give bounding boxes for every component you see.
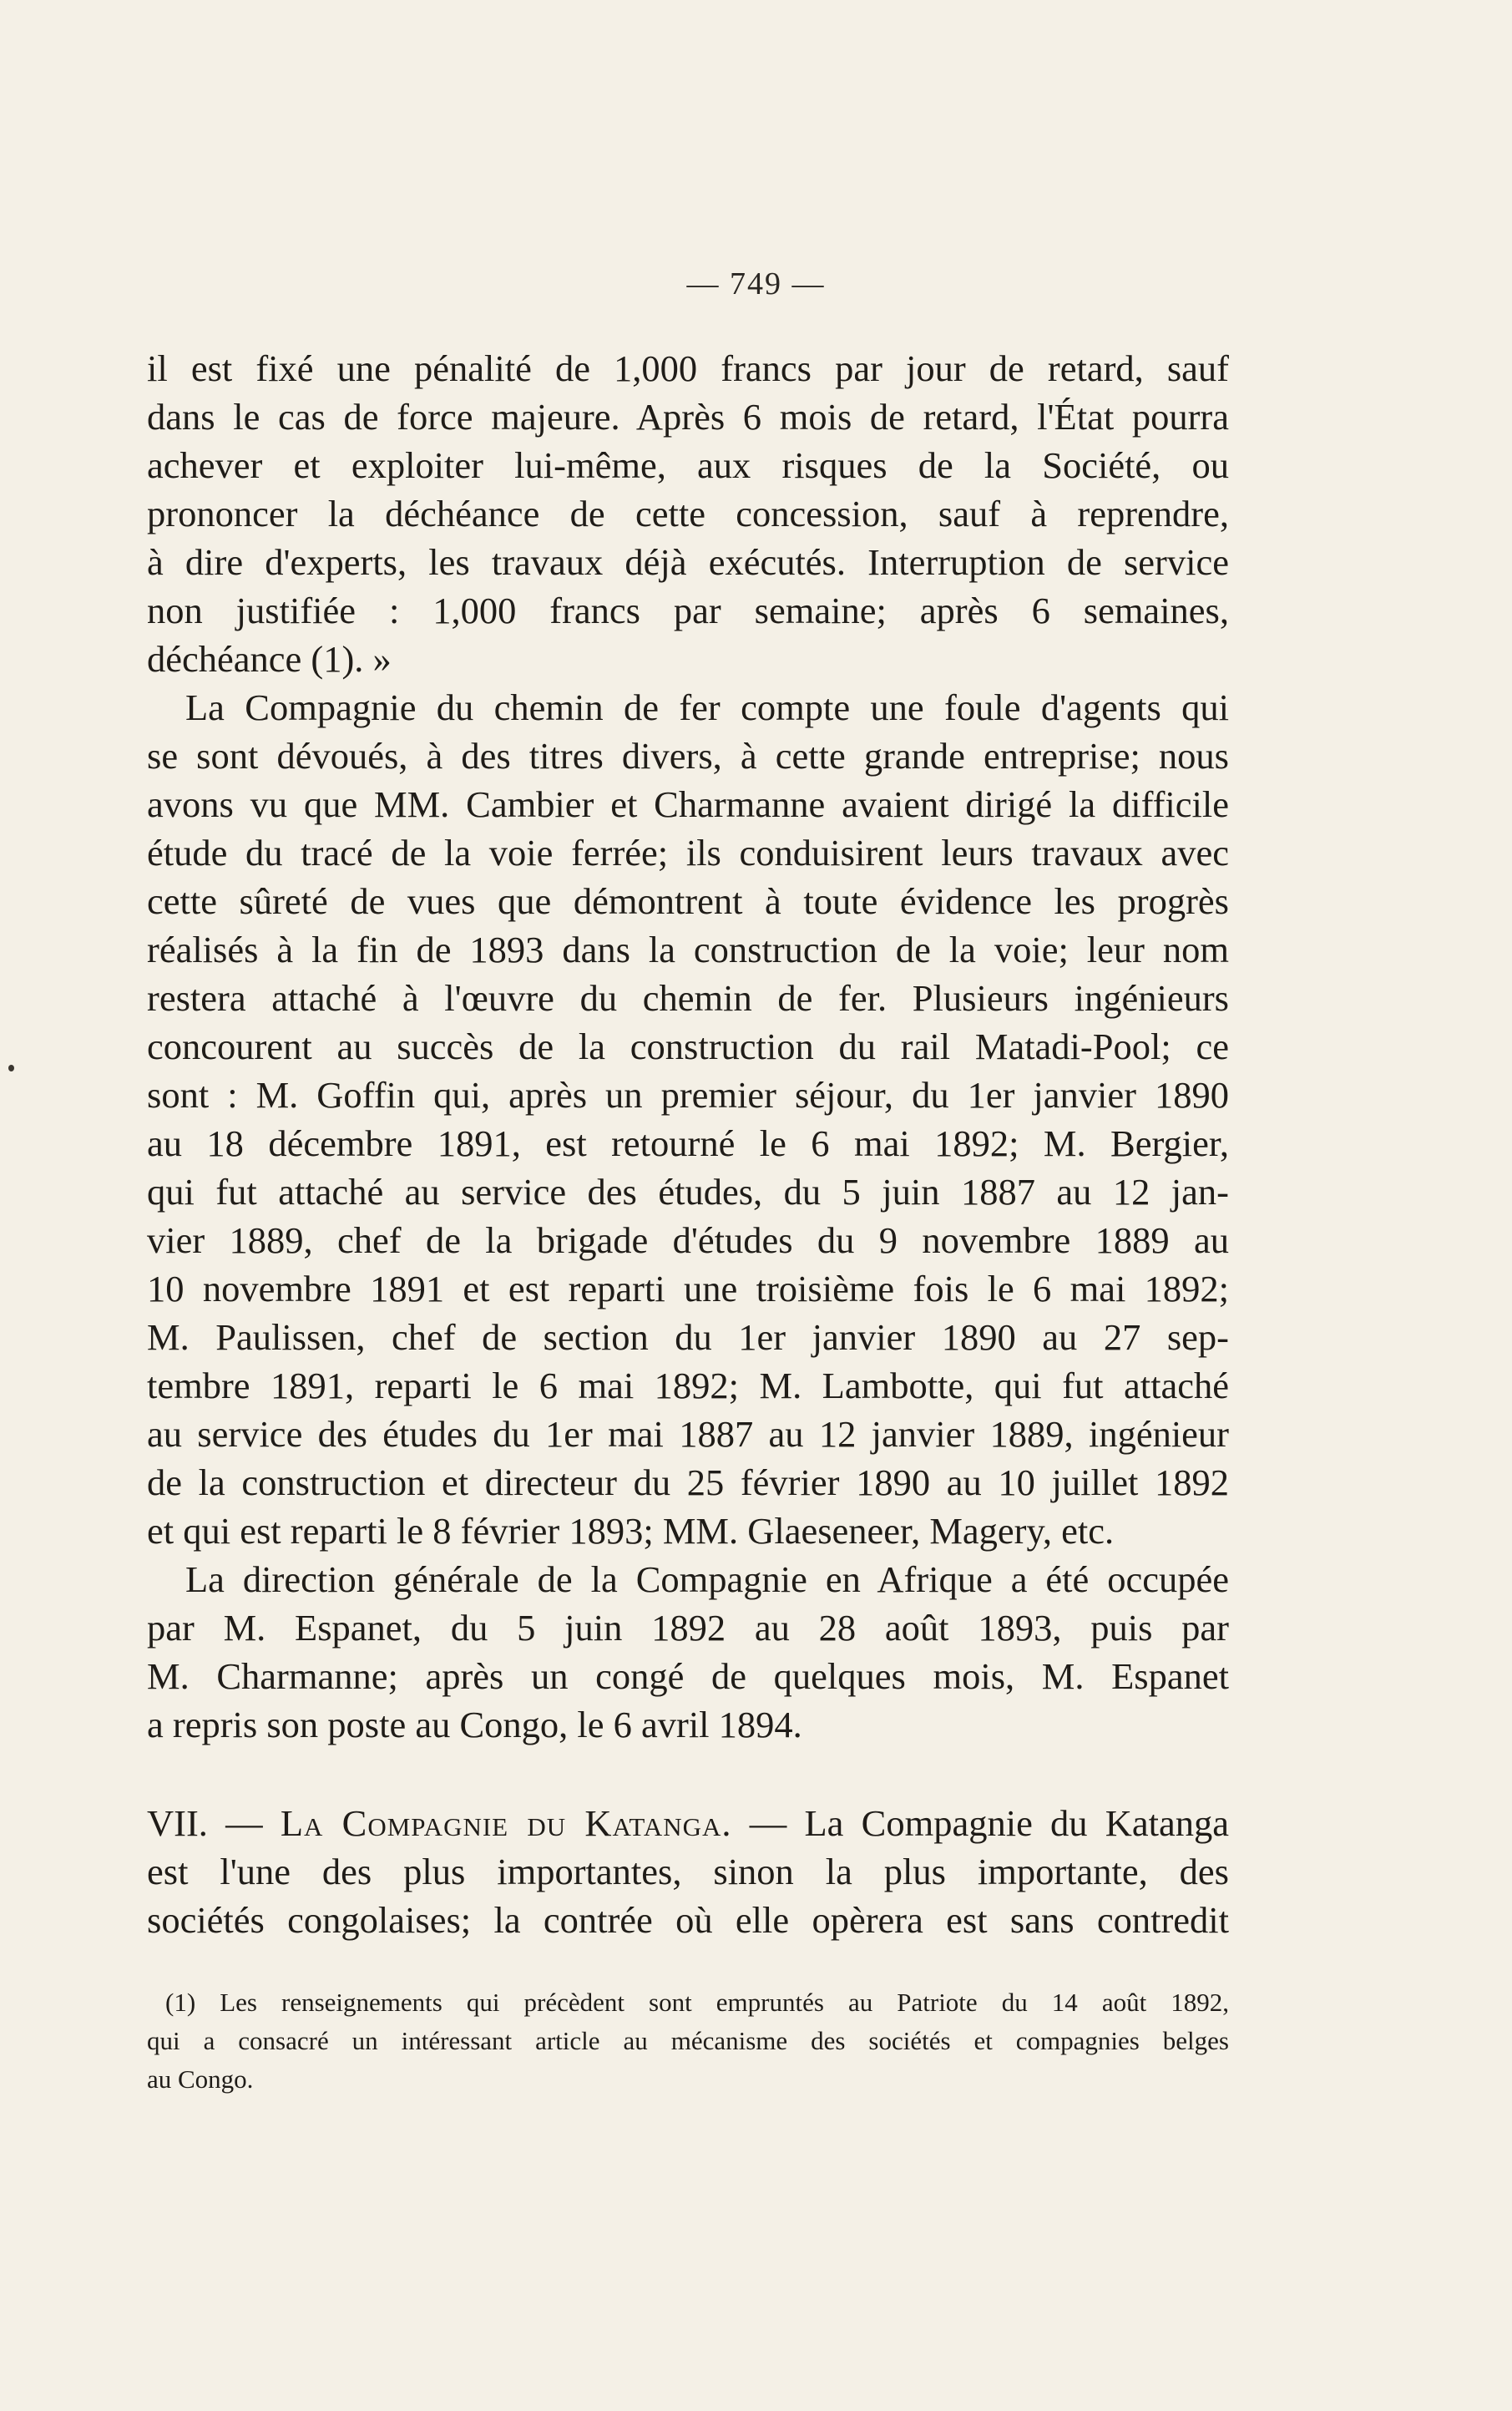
text-line: au service des études du 1er mai 1887 au 12 janvier 1889, ingénieur [147,1413,1229,1455]
text-line: déchéance (1). » [147,638,392,680]
section-spacer [147,1749,1229,1799]
text-line: dans le cas de force majeure. Après 6 mois de retard, l'État pourra [147,396,1229,438]
section-heading-line [147,1799,1229,1847]
text-line: restera attaché à l'œuvre du chemin de fer. Plusieurs ingénieurs [147,977,1229,1019]
text-line: vier 1889, chef de la brigade d'études du 9 novembre 1889 au [147,1219,1229,1261]
footnote-line: qui a consacré un intéressant article au mécanisme des sociétés et compagnies belges [147,2026,1229,2055]
text-line: M. Charmanne; après un congé de quelques mois, M. Espanet [147,1655,1229,1697]
text-line: La direction générale de la Compagnie en Afrique a été occupée [185,1558,1229,1600]
footnote-line: au Congo. [147,2064,254,2094]
text-line: non justifiée : 1,000 francs par semaine; après 6 semaines, [147,590,1229,631]
text-line: qui fut attaché au service des études, du 5 juin 1887 au 12 jan- [147,1171,1229,1213]
text-line: au 18 décembre 1891, est retourné le 6 mai 1892; M. Bergier, [147,1122,1229,1164]
footnote-line: (1) Les renseignements qui précèdent sont empruntés au Patriote du 14 août 1892, [165,1988,1229,2017]
section-number: VII. — [147,1802,263,1844]
text-line: 10 novembre 1891 et est reparti une troisième fois le 6 mai 1892; [147,1268,1229,1309]
text-line: prononcer la déchéance de cette concession, sauf à reprendre, [147,493,1229,534]
footnote [147,1983,1229,2099]
text-line: achever et exploiter lui-même, aux risques de la Société, ou [147,444,1229,486]
text-line: il est fixé une pénalité de 1,000 francs par jour de retard, sauf [147,347,1229,389]
section-lead: — La Compagnie du Katanga [749,1802,1229,1844]
text-line: et qui est reparti le 8 février 1893; MM. Glaeseneer, Magery, etc. [147,1510,1115,1552]
text-line: réalisés à la fin de 1893 dans la construction de la voie; leur nom [147,929,1229,970]
text-line: tembre 1891, reparti le 6 mai 1892; M. Lambotte, qui fut attaché [147,1365,1229,1406]
text-line: se sont dévoués, à des titres divers, à cette grande entreprise; nous [147,735,1229,777]
text-line: par M. Espanet, du 5 juin 1892 au 28 août 1893, puis par [147,1607,1229,1649]
body-text [147,344,1229,1944]
margin-speck [8,1065,14,1071]
text-line: étude du tracé de la voie ferrée; ils conduisirent leurs travaux avec [147,832,1229,874]
text-line: de la construction et directeur du 25 février 1890 au 10 juillet 1892 [147,1461,1229,1503]
text-line: sociétés congolaises; la contrée où elle opèrera est sans contredit [147,1899,1229,1941]
text-line: a repris son poste au Congo, le 6 avril 1894. [147,1704,802,1745]
text-line: concourent au succès de la construction du rail Matadi-Pool; ce [147,1026,1229,1067]
text-line: avons vu que MM. Cambier et Charmanne avaient dirigé la difficile [147,783,1229,825]
text-line: sont : M. Goffin qui, après un premier séjour, du 1er janvier 1890 [147,1074,1229,1116]
section-title: La Compagnie du Katanga. [280,1802,732,1844]
text-line: M. Paulissen, chef de section du 1er janvier 1890 au 27 sep- [147,1316,1229,1358]
text-line: cette sûreté de vues que démontrent à toute évidence les progrès [147,880,1229,922]
text-line: est l'une des plus importantes, sinon la plus importante, des [147,1851,1229,1892]
text-line: à dire d'experts, les travaux déjà exécutés. Interruption de service [147,541,1229,583]
text-line: La Compagnie du chemin de fer compte une foule d'agents qui [185,686,1229,728]
page-number: — 749 — [686,266,826,301]
